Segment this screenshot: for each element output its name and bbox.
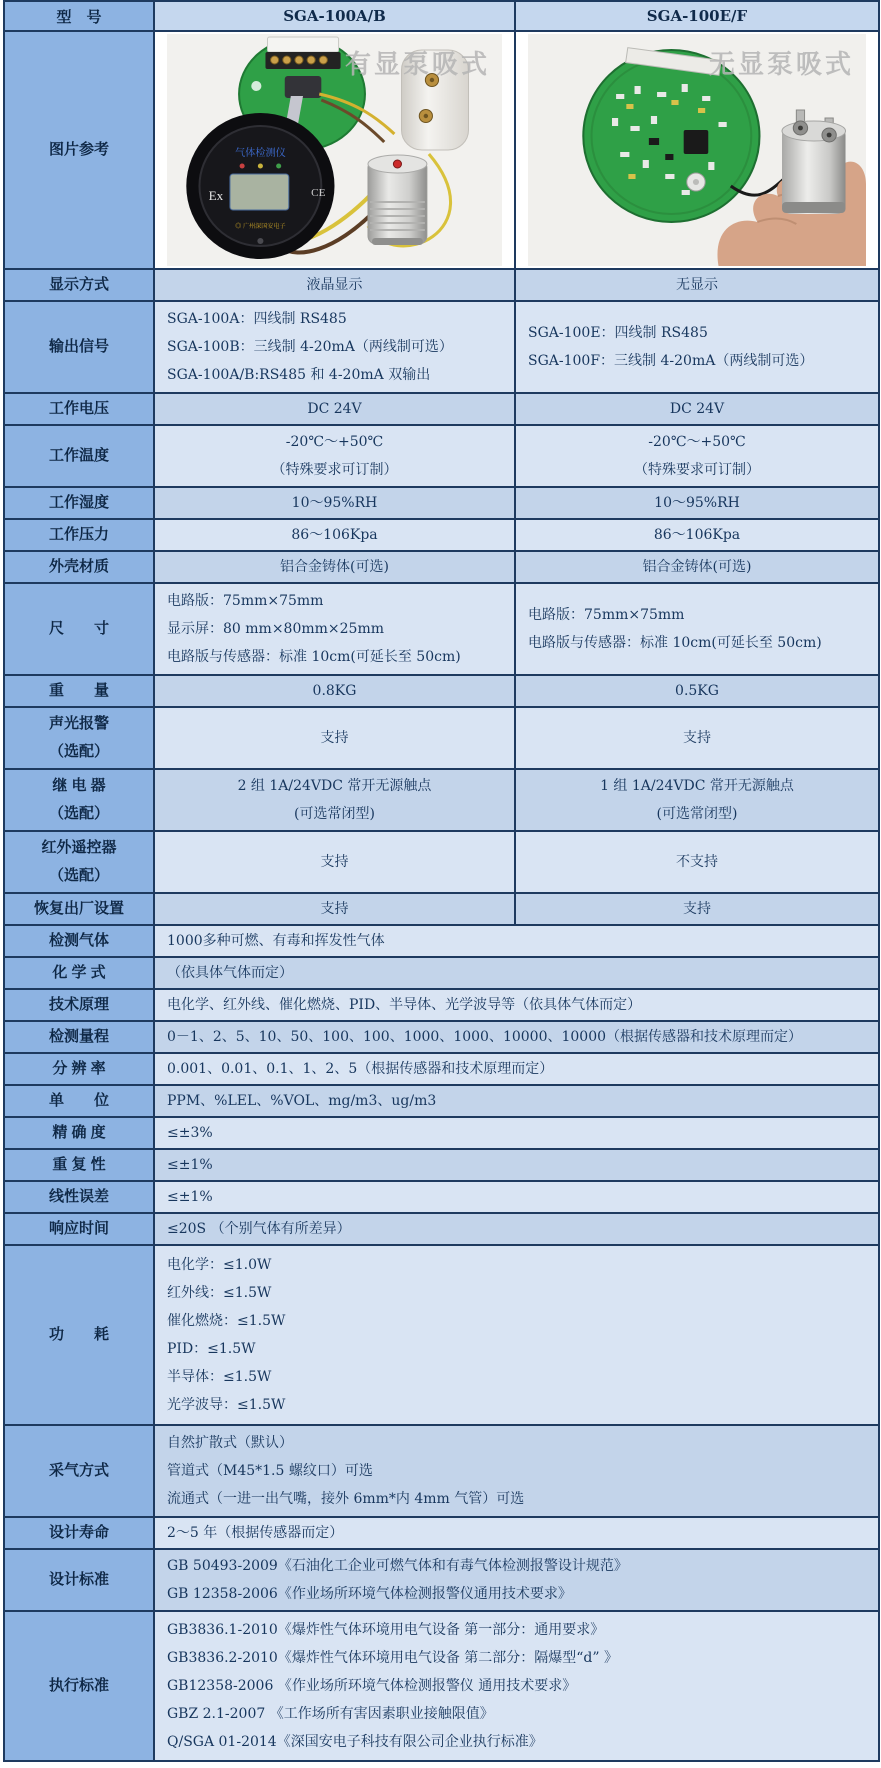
product-photo-b-cell — [515, 31, 879, 269]
spec-table — [3, 0, 880, 1762]
silver-sensor-cylinder — [368, 155, 427, 245]
table-row — [4, 519, 879, 551]
spec-cell: 液晶显示 — [154, 269, 515, 301]
product-photo-a — [167, 34, 502, 266]
table-row — [4, 957, 879, 989]
spec-cell: 2 组 1A/24VDC 常开无源触点 (可选常闭型) — [154, 769, 515, 831]
spec-label: 工作压力 — [4, 519, 154, 551]
spec-label: 单 位 — [4, 1085, 154, 1117]
spec-label: 外壳材质 — [4, 551, 154, 583]
spec-label: 工作温度 — [4, 425, 154, 487]
spec-cell: 支持 — [154, 831, 515, 893]
spec-cell: DC 24V — [515, 393, 879, 425]
spec-cell: 86～106Kpa — [154, 519, 515, 551]
spec-cell: -20℃～+50℃ （特殊要求可订制） — [515, 425, 879, 487]
spec-cell: 0.5KG — [515, 675, 879, 707]
product-photo-b — [528, 34, 866, 266]
table-row — [4, 1053, 879, 1085]
spec-label: 检测气体 — [4, 925, 154, 957]
spec-cell-span: ≤±1% — [154, 1181, 879, 1213]
table-row — [4, 769, 879, 831]
spec-cell: 10～95%RH — [154, 487, 515, 519]
gas-detector-gauge — [186, 113, 334, 259]
spec-label: 线性误差 — [4, 1181, 154, 1213]
table-row — [4, 989, 879, 1021]
spec-cell: 支持 — [154, 893, 515, 925]
table-row — [4, 425, 879, 487]
watermark-b: 无显泵吸式 — [708, 49, 854, 79]
photo-row — [4, 31, 879, 269]
table-row — [4, 831, 879, 893]
spec-cell: 电路版：75mm×75mm 显示屏：80 mm×80mm×25mm 电路版与传感器：标准 10cm(可延长至 50cm) — [154, 583, 515, 675]
table-row — [4, 551, 879, 583]
spec-cell: 0.8KG — [154, 675, 515, 707]
spec-label: 声光报警 （选配） — [4, 707, 154, 769]
spec-cell-span: PPM、%LEL、%VOL、mg/m3、ug/m3 — [154, 1085, 879, 1117]
svg-text:◎ 广州深国安电子: ◎ 广州深国安电子 — [235, 224, 286, 230]
spec-label: 工作湿度 — [4, 487, 154, 519]
spec-cell-span: 2～5 年（根据传感器而定） — [154, 1517, 879, 1549]
table-row — [4, 893, 879, 925]
spec-cell-span: 电化学：≤1.0W 红外线：≤1.5W 催化燃烧：≤1.5W PID：≤1.5W 半导体：≤1.5W 光学波导：≤1.5W — [154, 1245, 879, 1425]
spec-cell-span: （依具体气体而定） — [154, 957, 879, 989]
model-a-header: SGA-100A/B — [154, 1, 515, 31]
spec-cell-span: ≤±1% — [154, 1149, 879, 1181]
spec-label: 设计寿命 — [4, 1517, 154, 1549]
spec-cell: SGA-100A：四线制 RS485 SGA-100B：三线制 4-20mA（两线制可选） SGA-100A/B:RS485 和 4-20mA 双输出 — [154, 301, 515, 393]
spec-cell-span: 0.001、0.01、0.1、1、2、5（根据传感器和技术原理而定） — [154, 1053, 879, 1085]
spec-label: 技术原理 — [4, 989, 154, 1021]
table-row — [4, 707, 879, 769]
spec-cell-span: ≤±3% — [154, 1117, 879, 1149]
model-b-header: SGA-100E/F — [515, 1, 879, 31]
table-row — [4, 1085, 879, 1117]
spec-cell: 1 组 1A/24VDC 常开无源触点 (可选常闭型) — [515, 769, 879, 831]
spec-cell-span: 电化学、红外线、催化燃烧、PID、半导体、光学波导等（依具体气体而定） — [154, 989, 879, 1021]
spec-label: 重 复 性 — [4, 1149, 154, 1181]
table-row — [4, 1517, 879, 1549]
table-row — [4, 1181, 879, 1213]
spec-label: 恢复出厂设置 — [4, 893, 154, 925]
spec-label: 继 电 器 （选配） — [4, 769, 154, 831]
spec-label: 执行标准 — [4, 1611, 154, 1761]
spec-cell: 铝合金铸体(可选) — [154, 551, 515, 583]
spec-label: 工作电压 — [4, 393, 154, 425]
spec-cell: 支持 — [515, 893, 879, 925]
spec-cell-span: 0－1、2、5、10、50、100、100、1000、1000、10000、10000（根据传感器和技术原理而定） — [154, 1021, 879, 1053]
table-row — [4, 1425, 879, 1517]
table-row — [4, 1021, 879, 1053]
table-row — [4, 487, 879, 519]
spec-cell: SGA-100E：四线制 RS485 SGA-100F：三线制 4-20mA（两线制可选） — [515, 301, 879, 393]
table-row — [4, 1213, 879, 1245]
spec-label: 分 辨 率 — [4, 1053, 154, 1085]
spec-label: 设计标准 — [4, 1549, 154, 1611]
spec-cell-span: ≤20S （个别气体有所差异） — [154, 1213, 879, 1245]
spec-cell-span: GB 50493-2009《石油化工企业可燃气体和有毒气体检测报警设计规范》 GB 12358-2006《作业场所环境气体检测报警仪通用技术要求》 — [154, 1549, 879, 1611]
table-row — [4, 393, 879, 425]
spec-label: 采气方式 — [4, 1425, 154, 1517]
spec-label: 显示方式 — [4, 269, 154, 301]
table-row — [4, 1611, 879, 1761]
spec-cell-span: 自然扩散式（默认） 管道式（M45*1.5 螺纹口）可选 流通式（一进一出气嘴，接外 6mm*内 4mm 气管）可选 — [154, 1425, 879, 1517]
product-photo-a-cell — [154, 31, 515, 269]
spec-label: 响应时间 — [4, 1213, 154, 1245]
table-row — [4, 925, 879, 957]
table-row — [4, 583, 879, 675]
spec-label: 精 确 度 — [4, 1117, 154, 1149]
model-header-label: 型 号 — [4, 1, 154, 31]
spec-cell-span: GB3836.1-2010《爆炸性气体环境用电气设备 第一部分：通用要求》 GB3836.2-2010《爆炸性气体环境用电气设备 第二部分：隔爆型“d” 》 GB12358-2006 《作业场所环境气体检测报警仪 通用技术要求》 GBZ 2.1-2007 《工作场所有害因素职业接触限值》 Q/SGA 01-2014《深国安电子科技有限公司企业执行标准》 — [154, 1611, 879, 1761]
silver-sensor-cylinder — [782, 110, 846, 214]
svg-text:CE: CE — [311, 187, 326, 199]
spec-label: 尺 寸 — [4, 583, 154, 675]
spec-cell: 电路版：75mm×75mm 电路版与传感器：标准 10cm(可延长至 50cm) — [515, 583, 879, 675]
spec-label: 输出信号 — [4, 301, 154, 393]
spec-cell: 不支持 — [515, 831, 879, 893]
spec-cell: 支持 — [515, 707, 879, 769]
spec-label: 红外遥控器 （选配） — [4, 831, 154, 893]
spec-cell: DC 24V — [154, 393, 515, 425]
spec-label: 化 学 式 — [4, 957, 154, 989]
spec-label: 功 耗 — [4, 1245, 154, 1425]
spec-label: 检测量程 — [4, 1021, 154, 1053]
header-row — [4, 1, 879, 31]
table-row — [4, 1245, 879, 1425]
spec-cell-span: 1000多种可燃、有毒和挥发性气体 — [154, 925, 879, 957]
spec-cell: 10～95%RH — [515, 487, 879, 519]
table-row — [4, 675, 879, 707]
table-row — [4, 269, 879, 301]
spec-cell: 无显示 — [515, 269, 879, 301]
photo-row-label: 图片参考 — [4, 31, 154, 269]
table-row — [4, 301, 879, 393]
table-row — [4, 1549, 879, 1611]
svg-text:气体检测仪: 气体检测仪 — [235, 148, 286, 159]
spec-cell: 86～106Kpa — [515, 519, 879, 551]
svg-text:Ex: Ex — [208, 188, 224, 203]
spec-label: 重 量 — [4, 675, 154, 707]
spec-cell: 铝合金铸体(可选) — [515, 551, 879, 583]
table-row — [4, 1149, 879, 1181]
spec-cell: -20℃～+50℃ （特殊要求可订制） — [154, 425, 515, 487]
watermark-a: 有显泵吸式 — [344, 49, 490, 79]
table-row — [4, 1117, 879, 1149]
spec-cell: 支持 — [154, 707, 515, 769]
spec-table-body — [4, 269, 879, 1761]
